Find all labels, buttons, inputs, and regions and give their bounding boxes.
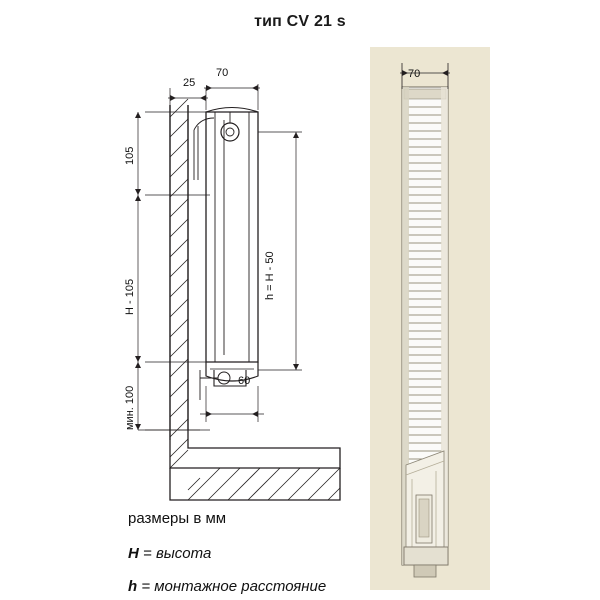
legend-mounting xyxy=(128,578,326,595)
dim-label-70-right: 70 xyxy=(408,68,421,80)
dim-label-h-equals: h = H - 50 xyxy=(264,251,276,300)
legend-height xyxy=(128,545,211,562)
radiator-photo-panel xyxy=(370,47,490,590)
radiator-photo xyxy=(378,47,482,590)
legend-mounting-symbol: h xyxy=(128,578,138,595)
legend-mounting-text: = монтажное расстояние xyxy=(141,578,327,595)
legend-height-symbol: H xyxy=(128,545,139,562)
dim-label-70-left: 70 xyxy=(216,67,229,79)
page-title: тип CV 21 s xyxy=(254,13,346,30)
legend-height-text: = высота xyxy=(143,545,212,562)
dim-label-min-100: мин. 100 xyxy=(124,385,136,430)
dim-label-25: 25 xyxy=(183,77,196,89)
legend-units: размеры в мм xyxy=(128,510,227,527)
dim-label-60: 60 xyxy=(238,375,251,387)
dim-label-h-minus-105: H - 105 xyxy=(124,278,136,315)
dim-label-105: 105 xyxy=(124,146,136,165)
left-section-drawing xyxy=(10,70,370,570)
